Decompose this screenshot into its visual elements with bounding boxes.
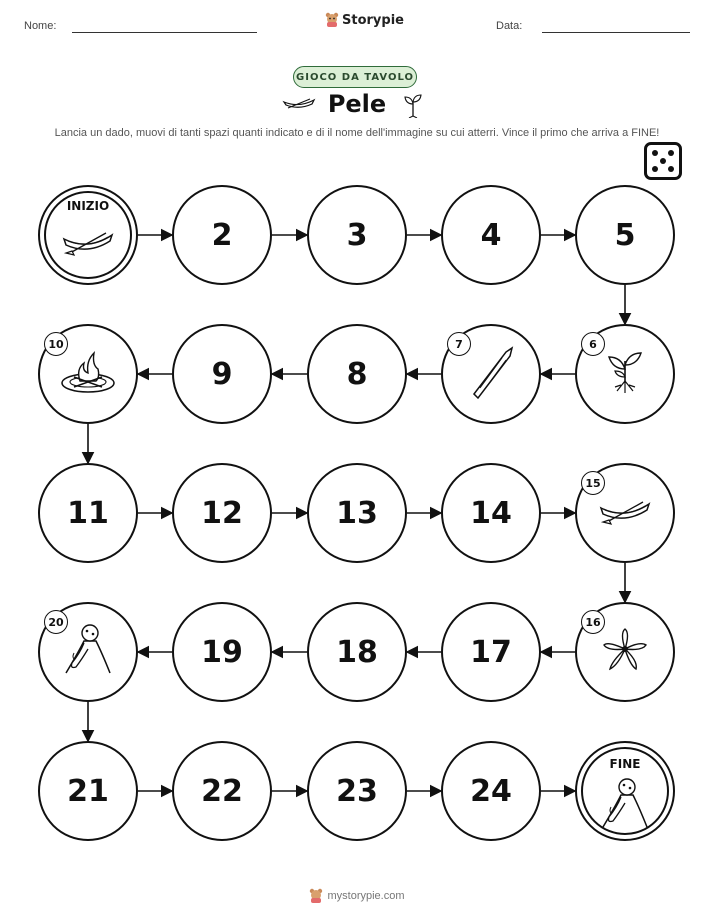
board-space-17 xyxy=(441,602,541,702)
space-number-badge: 20 xyxy=(44,610,68,634)
space-number: 18 xyxy=(336,634,378,670)
space-number-badge: 15 xyxy=(581,471,605,495)
space-number: 22 xyxy=(201,773,243,809)
space-number: 14 xyxy=(470,495,512,531)
space-number: 2 xyxy=(211,217,233,253)
board-space-7 xyxy=(441,324,541,424)
flower-icon xyxy=(600,627,650,677)
board-space-20 xyxy=(38,602,138,702)
page-title: Pele xyxy=(327,90,387,118)
canoe-icon xyxy=(60,225,116,263)
board-space-3 xyxy=(307,185,407,285)
instructions-text: Lancia un dado, muovi di tanti spazi quanti indicato e di il nome dell'immagine su cui atterri. Vince il primo che arriva a FINE! xyxy=(54,127,660,139)
space-number-badge: 16 xyxy=(581,610,605,634)
board-space-19 xyxy=(172,602,272,702)
board-space-25 xyxy=(575,741,675,841)
category-tag: GIOCO DA TAVOLO xyxy=(293,66,417,88)
footer-url[interactable]: mystorypie.com xyxy=(327,890,405,902)
board-space-2 xyxy=(172,185,272,285)
board-space-12 xyxy=(172,463,272,563)
campfire-icon xyxy=(58,349,118,399)
board-space-1 xyxy=(38,185,138,285)
stick-icon xyxy=(466,344,516,404)
board-space-21 xyxy=(38,741,138,841)
board-space-14 xyxy=(441,463,541,563)
board-space-22 xyxy=(172,741,272,841)
brand-name: Storypie xyxy=(342,12,404,28)
space-number: 4 xyxy=(480,217,502,253)
board-space-23 xyxy=(307,741,407,841)
volcano-icon xyxy=(599,777,651,835)
name-label: Nome: xyxy=(24,20,57,32)
space-number-badge: 10 xyxy=(44,332,68,356)
space-number: 8 xyxy=(346,356,368,392)
space-number: 23 xyxy=(336,773,378,809)
space-number: 3 xyxy=(346,217,368,253)
board-space-9 xyxy=(172,324,272,424)
board-space-15 xyxy=(575,463,675,563)
board-space-18 xyxy=(307,602,407,702)
board-space-4 xyxy=(441,185,541,285)
end-label: FINE xyxy=(609,757,641,771)
space-number: 9 xyxy=(211,356,233,392)
space-number-badge: 6 xyxy=(581,332,605,356)
space-number: 21 xyxy=(67,773,109,809)
volcano-icon xyxy=(62,623,114,681)
start-label: INIZIO xyxy=(66,199,110,213)
space-number-badge: 7 xyxy=(447,332,471,356)
board-space-11 xyxy=(38,463,138,563)
bear-mascot-icon xyxy=(309,888,323,904)
sprout-icon xyxy=(603,347,647,401)
board-space-16 xyxy=(575,602,675,702)
board-space-5 xyxy=(575,185,675,285)
space-number: 5 xyxy=(614,217,636,253)
board-space-24 xyxy=(441,741,541,841)
board-space-6 xyxy=(575,324,675,424)
space-number: 12 xyxy=(201,495,243,531)
footer xyxy=(0,888,714,904)
space-number: 17 xyxy=(470,634,512,670)
canoe-icon xyxy=(597,494,653,532)
space-number: 13 xyxy=(336,495,378,531)
board-space-8 xyxy=(307,324,407,424)
board-space-10 xyxy=(38,324,138,424)
space-number: 19 xyxy=(201,634,243,670)
space-number: 11 xyxy=(67,495,109,531)
space-number: 24 xyxy=(470,773,512,809)
date-label: Data: xyxy=(496,20,523,32)
board-space-13 xyxy=(307,463,407,563)
